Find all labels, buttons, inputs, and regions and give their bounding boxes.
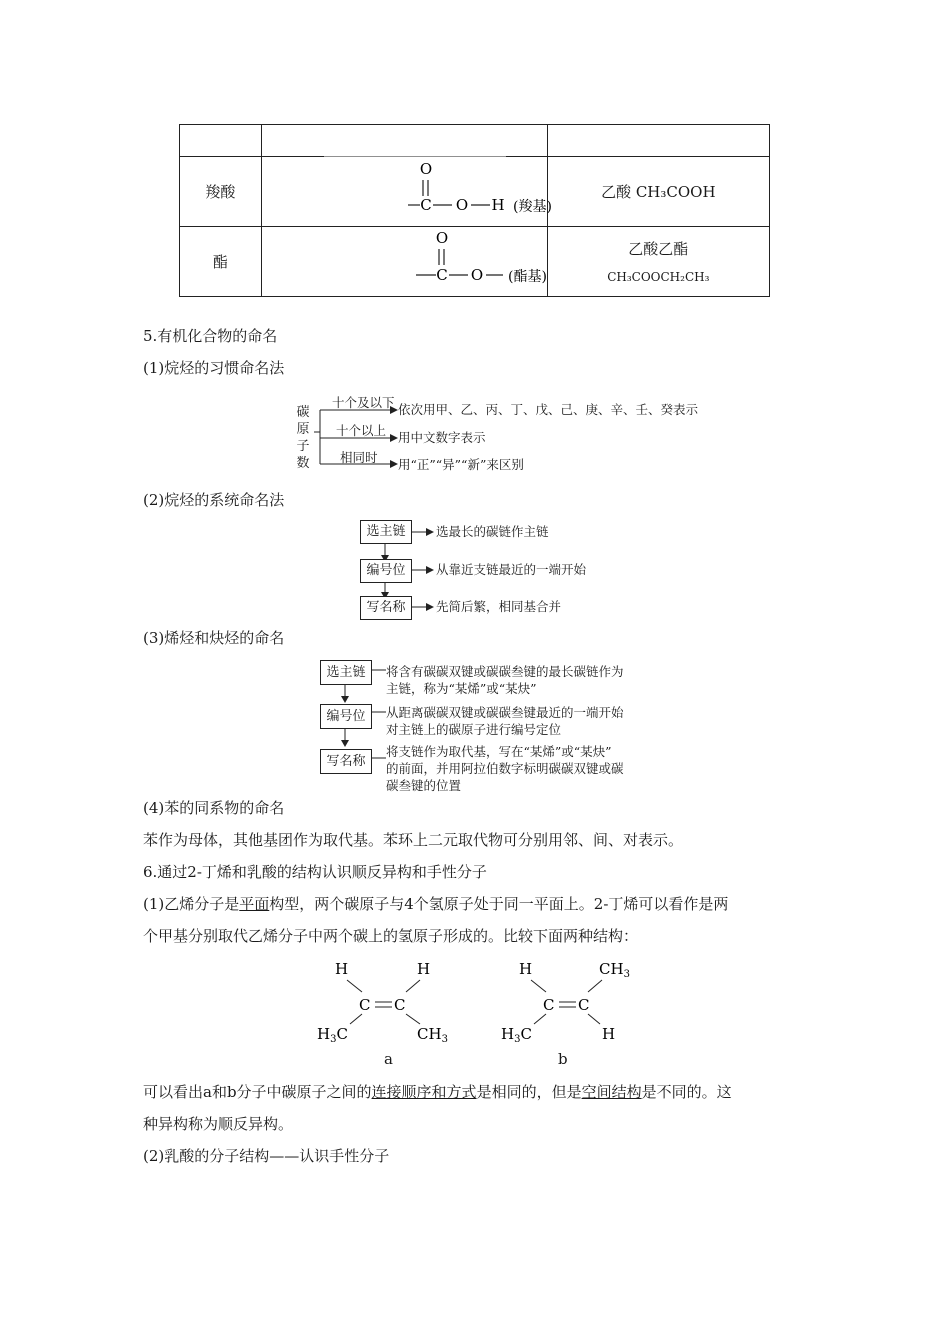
section-5-1-title: (1)烷烃的习惯命名法: [143, 359, 285, 377]
condition-label: 相同时: [340, 450, 378, 465]
carboxyl-structure: [262, 158, 552, 226]
step-box: 写名称: [360, 596, 412, 620]
table-row: [180, 227, 770, 297]
alkane-system-naming-diagram: [360, 520, 620, 620]
table-cell-name: 酯: [180, 227, 262, 297]
svg-text:H: H: [417, 960, 431, 978]
functional-group-table: [179, 124, 770, 297]
section-5-4-text: 苯作为母体，其他基团作为取代基。苯环上二元取代物可分别用邻、间、对表示。: [143, 831, 684, 849]
step-box: 选主链: [360, 520, 412, 544]
section-6-para1-line2: 个甲基分别取代乙烯分子中两个碳上的氢原子形成的。比较下面两种结构：: [143, 927, 639, 945]
step-desc: 从距离碳碳双键或碳碳叁键最近的一端开始 对主链上的碳原子进行编号定位: [386, 705, 624, 737]
svg-text:CH3: $CH_3$: [417, 1025, 448, 1045]
svg-text:H: H: [519, 960, 533, 978]
step-desc: 将含有碳碳双键或碳碳叁键的最长碳链作为 主链，称为“某烯”或“某炔”: [386, 664, 624, 696]
step-desc: 先简后繁，相同基合并: [436, 599, 562, 614]
rule-text: 依次用甲、乙、丙、丁、戊、己、庚、辛、壬、癸表示: [398, 402, 699, 417]
svg-text:C: C: [543, 996, 555, 1014]
example-name: 乙酸乙酯: [628, 239, 689, 258]
condition-label: 十个以上: [336, 423, 387, 438]
svg-text:H3C: $H_3C$: [501, 1025, 532, 1045]
section-6-para1-line1: (1)乙烯分子是平面构型，两个碳原子与4个氢原子处于同一平面上。2-丁烯可以看作是两: [143, 895, 729, 913]
svg-text:C: C: [578, 996, 590, 1014]
alkene-alkyne-naming-diagram: [320, 660, 660, 793]
table-row: [180, 157, 770, 227]
svg-text:O: O: [470, 265, 483, 284]
svg-text:H: H: [335, 960, 349, 978]
svg-text:C: C: [394, 996, 406, 1014]
table-header-row: [180, 125, 770, 157]
svg-text:C: C: [435, 265, 448, 284]
svg-text:H: H: [491, 195, 505, 214]
section-5-2-title: (2)烷烃的系统命名法: [143, 491, 285, 509]
section-5-3-title: (3)烯烃和炔烃的命名: [143, 629, 285, 647]
step-box: 编号位: [320, 704, 372, 729]
table-cell-example: 乙酸 CH₃COOH: [547, 157, 769, 227]
rule-text: 用中文数字表示: [398, 430, 486, 445]
section-5-heading: 5.有机化合物的命名: [143, 327, 278, 345]
section-6-para2-line1: 可以看出a和b分子中碳原子之间的连接顺序和方式是相同的，但是空间结构是不同的。这: [143, 1083, 732, 1101]
step-desc: 将支链作为取代基，写在“某烯”或“某炔” 的前面，并用阿拉伯数字标明碳碳双键或碳 碳叁键的位置: [386, 744, 624, 793]
svg-text:O: O: [419, 159, 432, 178]
table-cell-name: 羧酸: [180, 157, 262, 227]
caption-b: b: [558, 1050, 568, 1068]
step-desc: 选最长的碳链作主链: [436, 524, 549, 539]
butene-structures: [300, 950, 660, 1070]
carbon-count-label: 碳 原 子 数: [296, 405, 310, 471]
section-6-2-title: (2)乳酸的分子结构——认识手性分子: [143, 1147, 390, 1165]
alkane-common-naming-diagram: [294, 394, 699, 478]
rule-text: 用“正”“异”“新”来区别: [398, 457, 524, 472]
example-formula: CH₃COOCH₂CH₃: [607, 269, 710, 284]
svg-text:O: O: [435, 228, 448, 247]
step-box: 选主链: [320, 660, 372, 685]
svg-text:H: H: [602, 1025, 616, 1043]
cis-2-butene-structure: [317, 960, 448, 1045]
svg-text:C: C: [419, 195, 432, 214]
section-5-4-title: (4)苯的同系物的命名: [143, 799, 285, 817]
step-box: 写名称: [320, 749, 372, 774]
carboxyl-structure-cell: [261, 157, 552, 227]
ester-structure-cell: [261, 227, 547, 297]
caption-a: a: [384, 1050, 393, 1068]
section-6-heading: 6.通过2-丁烯和乳酸的结构认识顺反异构和手性分子: [143, 863, 487, 881]
ester-structure: [262, 228, 546, 296]
trans-2-butene-structure: [501, 960, 630, 1045]
carboxyl-label: (羧基): [512, 198, 552, 215]
step-box: 编号位: [360, 559, 412, 583]
svg-text:CH3: $CH_3$: [599, 960, 630, 980]
section-6-para2-line2: 种异构称为顺反异构。: [143, 1115, 294, 1133]
table-cell-example: [547, 227, 769, 297]
svg-text:C: C: [359, 996, 371, 1014]
ester-label: (酯基): [507, 268, 547, 285]
svg-text:H3C: $H_3C$: [317, 1025, 348, 1045]
svg-text:O: O: [455, 195, 468, 214]
step-desc: 从靠近支链最近的一端开始: [436, 562, 587, 577]
condition-label: 十个及以下: [332, 395, 395, 410]
